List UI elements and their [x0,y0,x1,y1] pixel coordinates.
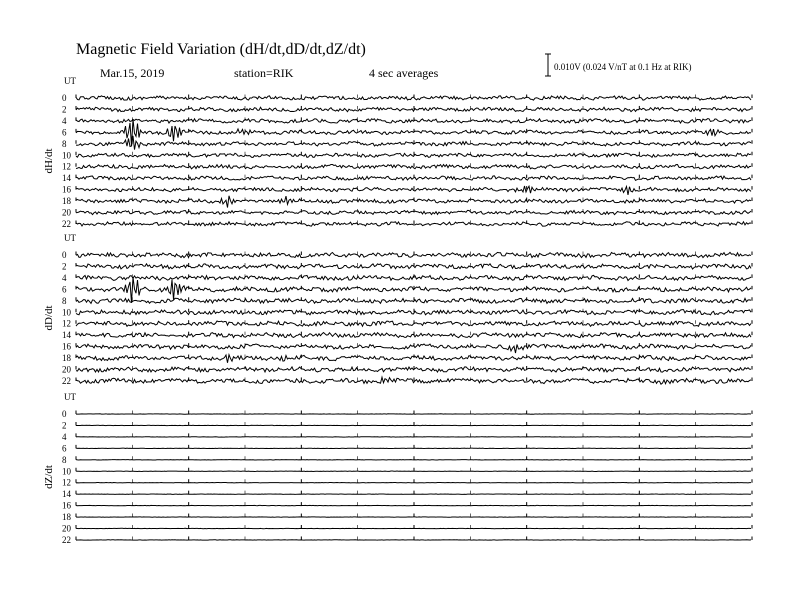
averages-label: 4 sec averages [369,66,439,80]
row-label: 0 [62,93,67,103]
row-label: 4 [62,431,67,442]
row-label: 16 [62,341,71,352]
panel-dD-dt [43,233,752,386]
date-label: Mar.15, 2019 [100,66,165,80]
row-label: 2 [62,104,67,115]
row-label: 12 [62,161,71,172]
row-label: 14 [62,173,71,184]
row-label: 0 [62,250,67,260]
station-label: station=RIK [234,66,294,80]
row-label: 8 [62,295,67,306]
row-label: 6 [62,443,67,454]
trace-line [76,344,751,353]
panel-ylabel: dD/dt [43,305,55,331]
row-label: 18 [62,353,71,364]
row-label: 20 [62,364,71,375]
row-label: 8 [62,138,67,149]
row-label: 18 [62,512,71,523]
row-label: 2 [62,261,67,272]
row-label: 10 [62,466,71,477]
ut-label: UT [64,76,76,86]
row-label: 16 [62,500,71,511]
row-label: 6 [62,127,67,138]
row-label: 22 [62,534,71,545]
row-label: 10 [62,307,71,318]
row-label: 0 [62,409,67,419]
row-label: 4 [62,115,67,126]
chart-title: Magnetic Field Variation (dH/dt,dD/dt,dZ/dt) [76,41,366,58]
ut-label: UT [64,392,76,402]
row-label: 20 [62,523,71,534]
row-label: 16 [62,184,71,195]
row-label: 4 [62,272,67,283]
row-label: 12 [62,318,71,329]
row-label: 22 [62,375,71,386]
row-label: 14 [62,330,71,341]
row-label: 6 [62,284,67,295]
panel-dZ-dt [43,392,752,545]
row-label: 10 [62,150,71,161]
row-label: 18 [62,196,71,207]
row-label: 12 [62,477,71,488]
panel-ylabel: dZ/dt [43,465,55,489]
row-label: 22 [62,218,71,229]
row-label: 14 [62,489,71,500]
panel-ylabel: dH/dt [43,148,55,174]
panels [43,76,752,545]
scale-label: 0.010V (0.024 V/nT at 0.1 Hz at RIK) [554,62,692,72]
row-label: 2 [62,420,67,431]
row-label: 8 [62,454,67,465]
panel-dH-dt [43,76,752,229]
row-label: 20 [62,207,71,218]
ut-label: UT [64,233,76,243]
trace-line [76,275,751,280]
scale-bar [545,54,551,76]
